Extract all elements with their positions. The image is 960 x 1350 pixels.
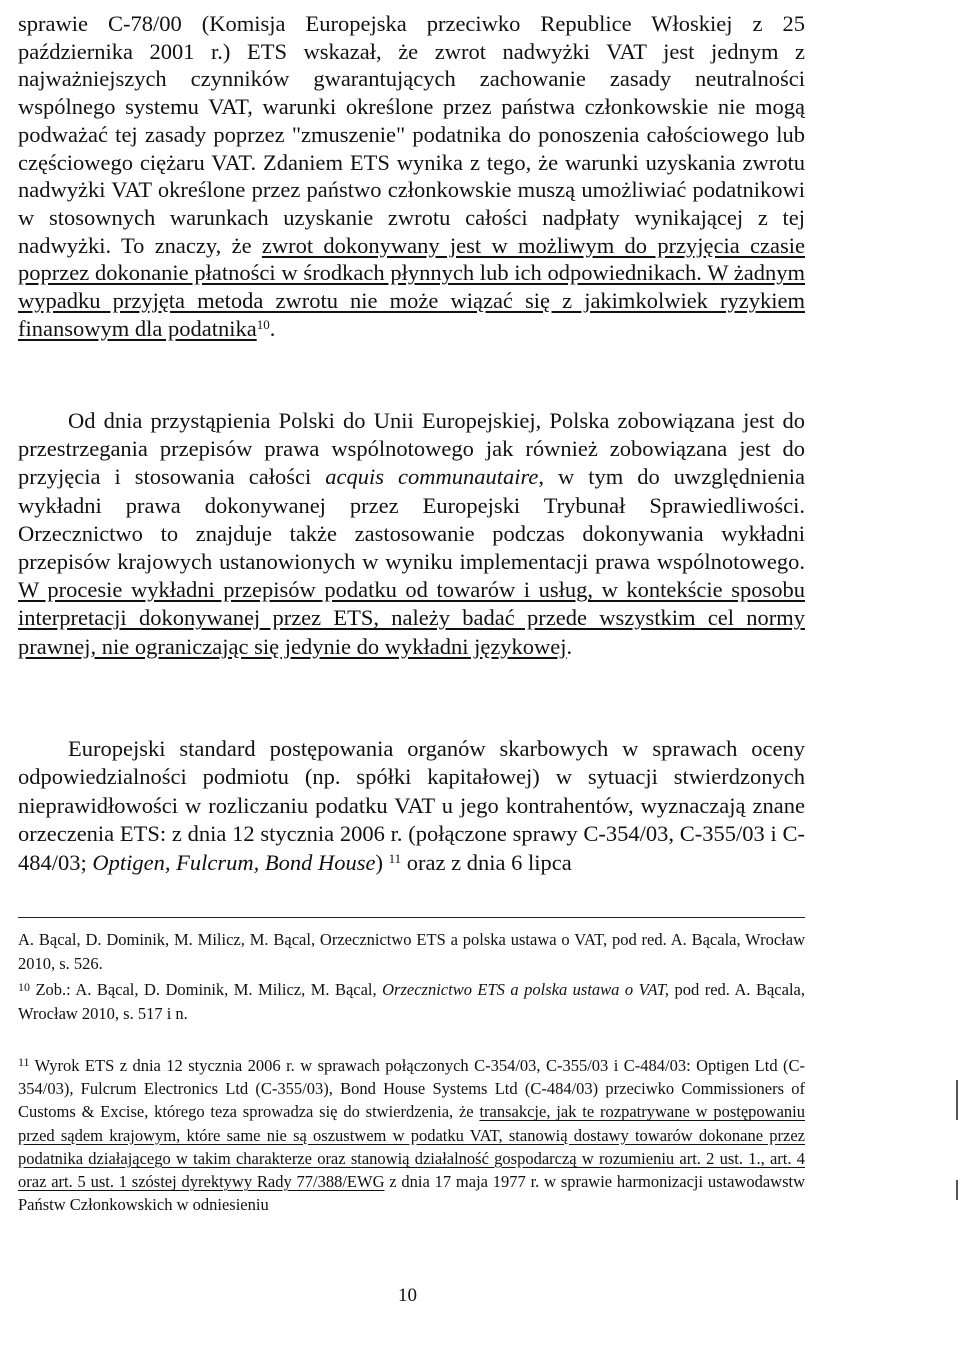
underlined-passage: zwrot dokonywany jest w możliwym do przyjęcia czasie poprzez dokonanie płatności w środkach płynnych lub ich odpowiednikach. W żadnym wypadku przyjęta metoda zwrotu nie może wiązać się z jakimkolwiek ryzykiem finansowym dla podatnika	[18, 232, 806, 341]
paragraph-text: )	[375, 849, 389, 875]
footnote-continued: A. Bącal, D. Dominik, M. Milicz, M. Bącal, Orzecznictwo ETS a polska ustawa o VAT, pod red. A. Bącala, Wrocław 2010, s. 526.	[18, 930, 805, 973]
footnote-reference-10: 10	[256, 316, 270, 332]
paragraph-european-standard	[18, 735, 805, 877]
footnote-text: z dnia 17 maja 1977 r. w sprawie harmonizacji ustawodawstw Państw Członkowskich w odniesieniu	[18, 1172, 806, 1215]
scan-edge-mark	[956, 1080, 958, 1120]
footnote-10	[18, 978, 805, 1026]
footnote-text: pod red. A. Bącala, Wrocław 2010, s. 517 i n.	[18, 980, 805, 1023]
footnote-separator	[18, 917, 805, 918]
paragraph-end: .	[566, 633, 573, 659]
paragraph-text: Od dnia przystąpienia Polski do Unii Europejskiej, Polska zobowiązana jest do przestrzegania przepisów prawa wspólnotowego jak również zobowiązana jest do przyjęcia i stosowania całości	[18, 408, 805, 490]
paragraph-text: , w tym do uwzględnienia wykładni prawa dokonywanej przez Europejski Trybunał Sprawiedliwości. Orzecznictwo to znajduje także zastosowanie podczas dokonywania wykładni przepisów krajowych ustanowionych w wyniku implementacji prawa wspólnotowego.	[18, 464, 805, 575]
footnote-11	[18, 1054, 805, 1216]
paragraph-text: Europejski standard postępowania organów skarbowych w sprawach oceny odpowiedzialności podmiotu (np. spółki kapitałowej) w sytuacji stwierdzonych nieprawidłowości w rozliczaniu podatku VAT u jego kontrahentów, wyznaczają znane orzeczenia ETS: z dnia 12 stycznia 2006 r. (połączone sprawy C-354/03, C-355/03 i C-484/03;	[18, 736, 805, 875]
paragraph-text: sprawie C-78/00 (Komisja Europejska przeciwko Republice Włoskiej z 25 października 2001 r.) ETS wskazał, że zwrot nadwyżki VAT jest jednym z najważniejszych czynników gwarantujących zachowanie zasady neutralności wspólnego systemu VAT, warunki określone przez państwa członkowskie nie mogą podważać tej zasady poprzez "zmuszenie" podatnika do ponoszenia całościowego lub częściowego ciężaru VAT. Zdaniem ETS wynika z tego, że warunki uzyskania zwrotu nadwyżki VAT określone przez państwo członkowskie muszą umożliwiać podatnikowi w stosownych warunkach uzyskanie zwrotu całości nadpłaty wynikającej z tej nadwyżki. To znaczy, że	[18, 11, 805, 258]
italic-case-names: Optigen, Fulcrum, Bond House	[92, 849, 376, 875]
footnote-number: 11	[18, 1055, 30, 1069]
italic-term: acquis communautaire	[325, 464, 539, 490]
scan-edge-mark	[956, 1180, 958, 1200]
footnote-italic-title: Orzecznictwo ETS a polska ustawa o VAT,	[382, 980, 670, 999]
paragraph-ets-vat-refund	[18, 10, 805, 342]
footnote-underlined-passage: transakcje, jak te rozpatrywane w postępowaniu przed sądem krajowym, które same nie są oszustwem w podatku VAT, stanowią dostawy towarów dokonane przez podatnika działającego w takim charakterze oraz stanowią działalność gospodarczą w rozumieniu art. 2 ust. 1., art. 4 oraz art. 5 ust. 1 szóstej dyrektywy Rady 77/388/EWG	[18, 1102, 805, 1192]
footnote-text: Wyrok ETS z dnia 12 stycznia 2006 r. w sprawach połączonych C-354/03, C-355/03 i C-484/03: Optigen Ltd (C-354/03), Fulcrum Electronics Ltd (C-355/03), Bond House Systems Ltd (C-484/03) przeciwko Commissioners of Customs & Excise, którego teza sprowadza się do stwierdzenia, że	[18, 1056, 805, 1122]
footnote-reference-11: 11	[388, 850, 402, 866]
page-number: 10	[398, 1285, 417, 1306]
footnote-number: 10	[18, 980, 30, 994]
paragraph-end: .	[269, 315, 276, 341]
underlined-passage: W procesie wykładni przepisów podatku od towarów i usług, w kontekście sposobu interpretacji dokonywanej przez ETS, należy badać przede wszystkim cel normy prawnej, nie ograniczając się jedynie do wykładni językowej	[18, 577, 805, 659]
footnote-text: Zob.: A. Bącal, D. Dominik, M. Milicz, M. Bącal,	[30, 980, 383, 999]
paragraph-poland-eu-accession	[18, 407, 805, 661]
paragraph-text: oraz z dnia 6 lipca	[401, 849, 572, 875]
